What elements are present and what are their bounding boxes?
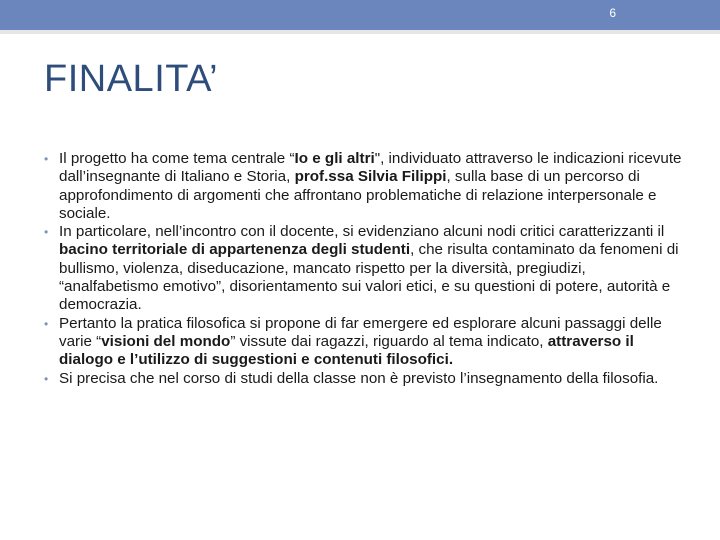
bullet-marker: • <box>44 371 49 386</box>
bullet-item: • Pertanto la pratica filosofica si propone di far emergere ed esplorare alcuni passaggi delle varie “visioni del mondo” vissute dai ragazzi, riguardo al tema indicato, attraverso il dialogo e l’utilizzo di suggestioni e contenuti filosofici. <box>44 314 662 369</box>
bullet-item: • Il progetto ha come tema centrale “Io e gli altri", individuato attraverso le indicazioni ricevute dall’insegnante di Italiano e Storia, prof.ssa Silvia Filippi, sulla base di un percorso di approfondimento di argomenti che affrontano problematiche di relazione interpersonale e sociale. <box>44 150 682 222</box>
bullet-item: • In particolare, nell’incontro con il docente, si evidenziano alcuni nodi critici caratterizzanti il bacino territoriale di appartenenza degli studenti, che risulta contaminato da fenomeni di bullismo, violenza, diseducazione, mancato rispetto per la diversità, pregiudizi, “analfabetismo emotivo”, disorientamento sui valori etici, e su questioni di potere, autorità e democrazia. <box>44 223 679 314</box>
slide-title: FINALITA’ <box>44 58 219 100</box>
bullet-list <box>44 150 682 388</box>
header-bar <box>0 0 720 30</box>
header-divider <box>0 30 720 34</box>
bullet-item: • Si precisa che nel corso di studi della classe non è previsto l’insegnamento della filosofia. <box>44 369 659 387</box>
slide-number: 6 <box>609 6 616 20</box>
bullet-marker: • <box>44 316 49 331</box>
bullet-marker: • <box>44 152 49 166</box>
bullet-marker: • <box>44 225 49 240</box>
